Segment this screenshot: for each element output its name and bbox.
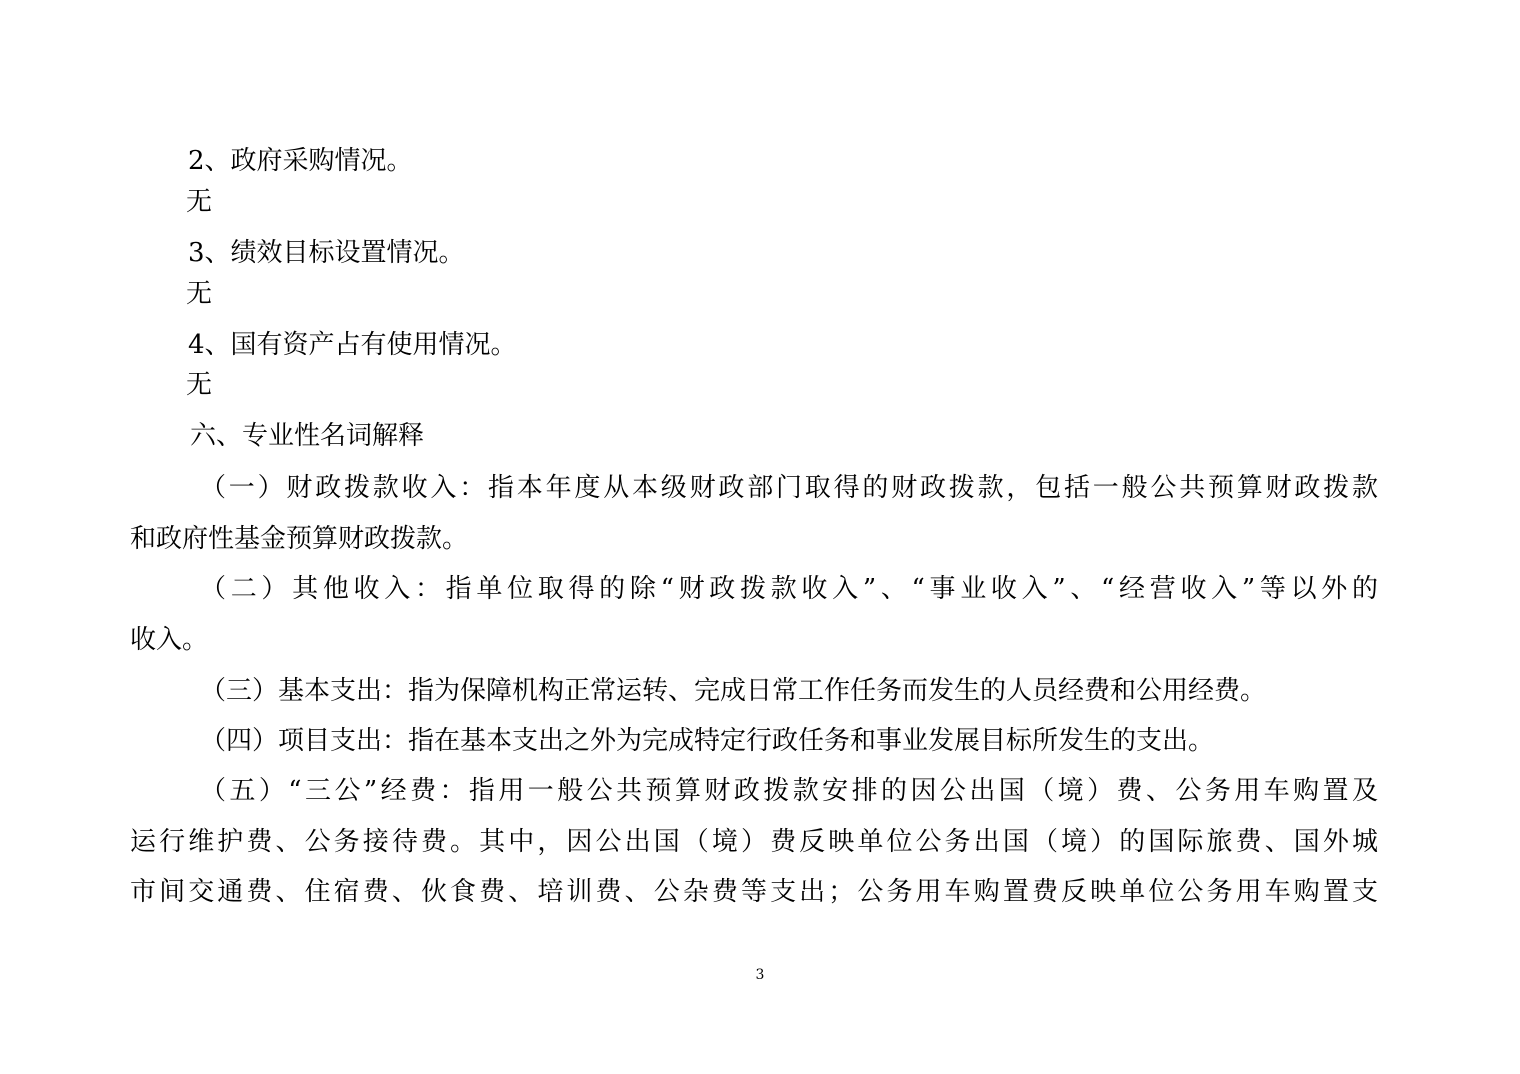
- definition-1-line-2: 和政府性基金预算财政拨款。: [130, 524, 469, 554]
- section-3-title: 3、绩效目标设置情况。: [188, 238, 465, 268]
- section-4-body: 无: [186, 370, 213, 400]
- section-4-title: 4、国有资产占有使用情况。: [188, 330, 517, 360]
- section-2-title: 2、政府采购情况。: [188, 146, 413, 176]
- section-6-heading: 六、专业性名词解释: [190, 421, 425, 451]
- definition-5-line-3: 市间交通费、住宿费、伙食费、培训费、公杂费等支出；公务用车购置费反映单位公务用车购置支: [130, 877, 1378, 907]
- definition-2-line-1: （二）其他收入：指单位取得的除“财政拨款收入”、“事业收入”、“经营收入”等以外的: [200, 574, 1378, 604]
- page-number: 3: [755, 967, 765, 983]
- definition-5-line-2: 运行维护费、公务接待费。其中，因公出国（境）费反映单位公务出国（境）的国际旅费、国外城: [130, 827, 1378, 857]
- section-2-body: 无: [186, 187, 213, 217]
- definition-3-line-1: （三）基本支出：指为保障机构正常运转、完成日常工作任务而发生的人员经费和公用经费。: [200, 676, 1267, 706]
- definition-1-line-1: （一）财政拨款收入：指本年度从本级财政部门取得的财政拨款，包括一般公共预算财政拨款: [200, 473, 1378, 503]
- definition-5-line-1: （五）“三公”经费：指用一般公共预算财政拨款安排的因公出国（境）费、公务用车购置及: [200, 776, 1378, 806]
- definition-4-line-1: （四）项目支出：指在基本支出之外为完成特定行政任务和事业发展目标所发生的支出。: [200, 726, 1215, 756]
- section-3-body: 无: [186, 279, 213, 309]
- definition-2-line-2: 收入。: [130, 625, 209, 655]
